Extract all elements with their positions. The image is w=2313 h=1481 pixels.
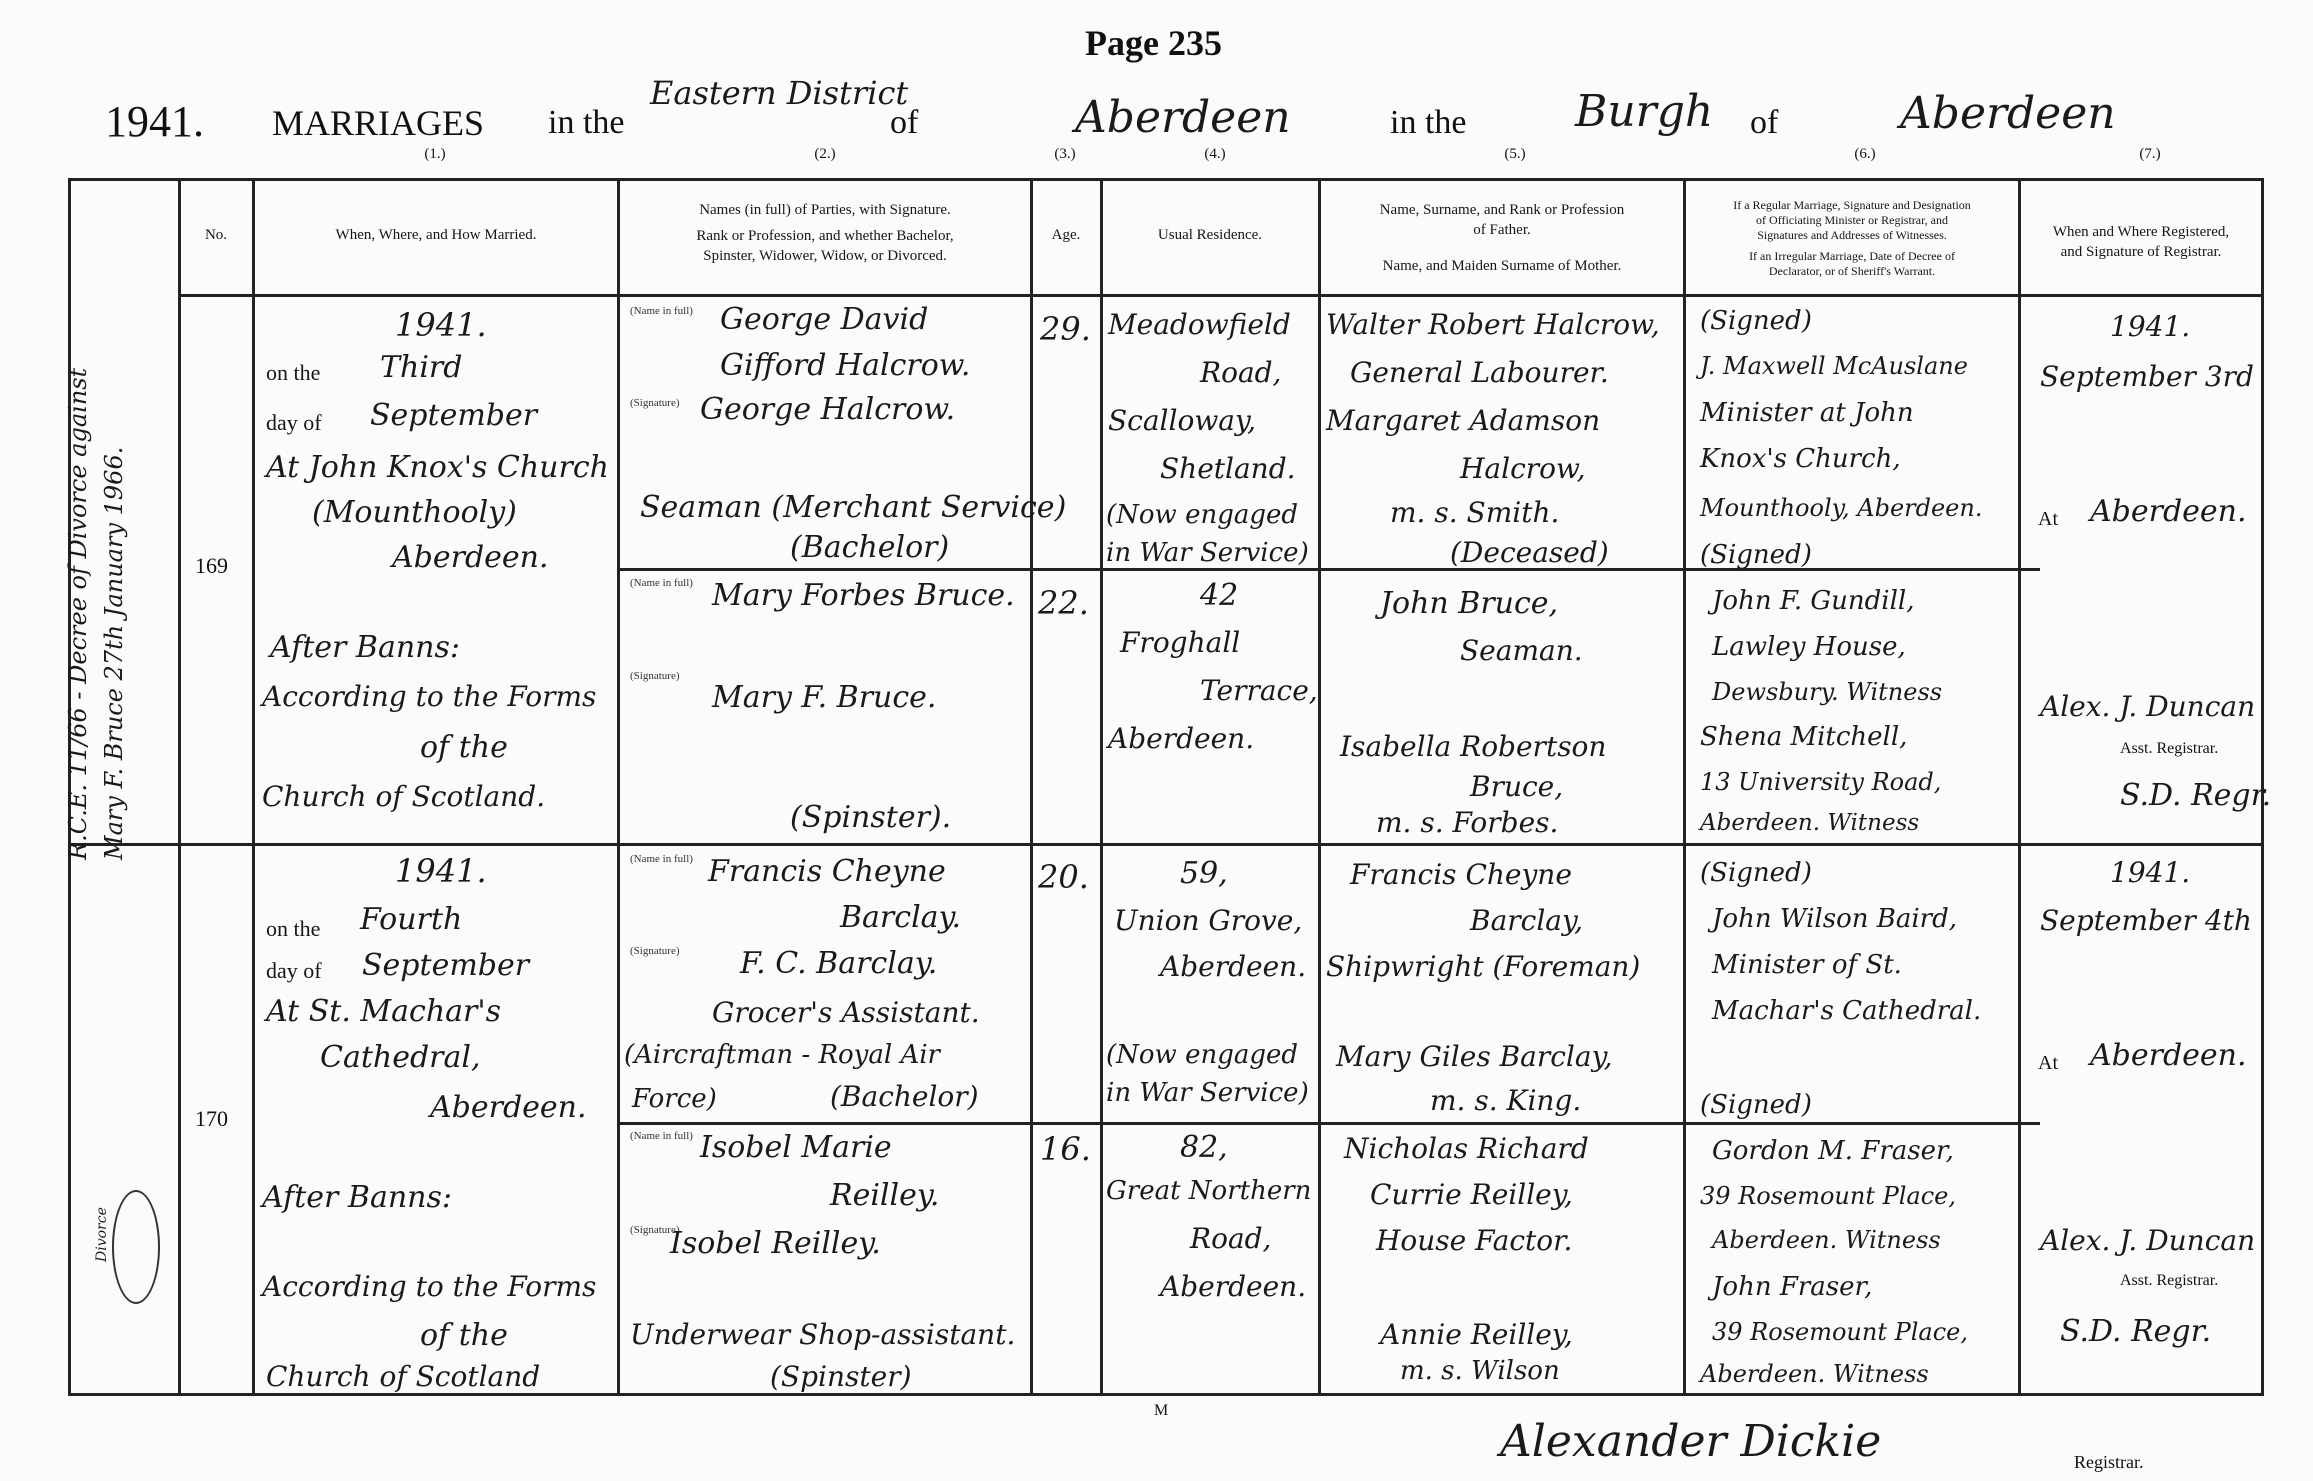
- header-minister-witnesses: [1687, 198, 2017, 279]
- c6-line: 39 Rosemount Place,: [1712, 1318, 1969, 1346]
- marriage-year: 1941.: [395, 852, 487, 890]
- bride-mother-line1: Annie Reilley,: [1380, 1318, 1573, 1351]
- column-number-6: (6.): [1854, 146, 1876, 162]
- marriage-how-line1: After Banns:: [262, 1180, 453, 1215]
- header-parents: [1322, 200, 1682, 276]
- groom-age: 29.: [1040, 310, 1091, 348]
- bride-signature: Mary F. Bruce.: [712, 680, 937, 715]
- header-names: [621, 200, 1029, 266]
- marriage-place-line3: Aberdeen.: [392, 540, 549, 575]
- c6-line: Machar's Cathedral.: [1712, 996, 1982, 1026]
- bride-father-name: John Bruce,: [1380, 586, 1559, 621]
- column-number-1: (1.): [424, 146, 446, 162]
- entry-number: 169: [195, 553, 228, 578]
- c6-line: 13 University Road,: [1700, 768, 1942, 796]
- c6-line: Aberdeen. Witness: [1700, 810, 1920, 836]
- bride-name-line2: Reilley.: [830, 1178, 940, 1213]
- bride-residence-line4: Aberdeen.: [1160, 1270, 1307, 1303]
- footer-mark: M: [1154, 1402, 1169, 1419]
- page-number: Page 235: [1085, 23, 1222, 63]
- groom-father-line1: Francis Cheyne: [1350, 858, 1572, 891]
- bride-father-line1: Nicholas Richard: [1344, 1132, 1589, 1165]
- groom-mother-line1: Mary Giles Barclay,: [1336, 1040, 1613, 1073]
- c6-line: Shena Mitchell,: [1700, 722, 1908, 752]
- registrar-signature: Alex. J. Duncan: [2040, 1224, 2256, 1257]
- registration-year: 1941.: [2110, 856, 2191, 889]
- header-c6-line1: If a Regular Marriage, Signature and Designation: [1733, 198, 1971, 212]
- header-residence: Usual Residence.: [1157, 227, 1263, 243]
- bride-residence-line1: 42: [1200, 578, 1239, 613]
- marriage-how-line4: Church of Scotland.: [262, 780, 546, 813]
- bride-residence-line2: Froghall: [1120, 626, 1241, 659]
- registration-place: Aberdeen.: [2090, 494, 2247, 529]
- c6-line: Gordon M. Fraser,: [1712, 1136, 1954, 1166]
- header-names-line3: Spinster, Widower, Widow, or Divorced.: [703, 248, 947, 264]
- margin-note-line1: R.C.E. 11/66 - Decree of Divorce against: [64, 367, 92, 860]
- registrar-designation: S.D. Regr.: [2120, 778, 2272, 813]
- registration-place: Aberdeen.: [2090, 1038, 2247, 1073]
- day-of-label: day of: [266, 958, 322, 983]
- in-the-label: in the: [548, 104, 625, 141]
- header-names-line2: Rank or Profession, and whether Bachelor,: [696, 228, 954, 244]
- header-no: No.: [204, 227, 228, 243]
- bride-residence-line3: Terrace,: [1200, 674, 1318, 707]
- bride-residence-line3: Road,: [1190, 1222, 1272, 1255]
- groom-father-name: Walter Robert Halcrow,: [1326, 308, 1660, 341]
- on-the-label: on the: [266, 916, 321, 941]
- c6-line: Aberdeen. Witness: [1712, 1226, 1941, 1254]
- registrar-signature: Alex. J. Duncan: [2040, 690, 2256, 723]
- groom-residence-line2: Road,: [1200, 356, 1282, 389]
- marriage-day: Fourth: [360, 902, 463, 937]
- signature-label: (Signature): [630, 397, 680, 409]
- day-of-label: day of: [266, 410, 322, 435]
- c6-line: (Signed): [1700, 540, 1812, 570]
- groom-status: (Bachelor): [790, 530, 950, 565]
- header-c6-line3: Signatures and Addresses of Witnesses.: [1757, 228, 1947, 242]
- marriage-place-line1: At John Knox's Church: [266, 450, 609, 485]
- on-the-label: on the: [266, 360, 321, 385]
- of-label: of: [890, 104, 919, 141]
- bride-mother-line2: Bruce,: [1470, 770, 1564, 803]
- column-number-3: (3.): [1054, 146, 1076, 162]
- district-name: Eastern District: [650, 74, 909, 112]
- groom-father-rank: General Labourer.: [1350, 356, 1609, 389]
- marriage-place-line2: Cathedral,: [320, 1040, 481, 1075]
- name-in-full-label: (Name in full): [630, 577, 693, 589]
- groom-residence-line5: (Now engaged: [1106, 500, 1299, 530]
- header-parents-line2: of Father.: [1473, 222, 1531, 238]
- registration-date: September 4th: [2040, 904, 2252, 937]
- groom-residence-line1: Meadowfield: [1108, 308, 1291, 341]
- entry-number: 170: [195, 1106, 228, 1131]
- groom-name-line1: Francis Cheyne: [708, 854, 946, 889]
- c6-line: Aberdeen. Witness: [1700, 1360, 1929, 1388]
- bride-mother-line3: m. s. Forbes.: [1376, 806, 1559, 839]
- column-number-4: (4.): [1204, 146, 1226, 162]
- groom-residence-line4: Shetland.: [1160, 452, 1296, 485]
- header-c6-line4: If an Irregular Marriage, Date of Decree of: [1749, 249, 1955, 263]
- name-in-full-label: (Name in full): [630, 853, 693, 865]
- groom-residence-line5: in War Service): [1106, 1078, 1309, 1108]
- bride-residence-line1: 82,: [1180, 1130, 1228, 1165]
- groom-mother-line4: (Deceased): [1450, 536, 1609, 569]
- burgh-label: Burgh: [1575, 86, 1714, 137]
- c6-line: John F. Gundill,: [1712, 586, 1915, 616]
- registration-year: 1941.: [2110, 310, 2191, 343]
- register-year: 1941.: [105, 97, 204, 146]
- header-c7-line1: When and Where Registered,: [2052, 224, 2230, 240]
- groom-rank-line2: (Aircraftman - Royal Air: [624, 1040, 940, 1070]
- marriage-place-line2: (Mounthooly): [312, 495, 517, 530]
- bride-residence-line4: Aberdeen.: [1108, 722, 1255, 755]
- marriage-day: Third: [380, 350, 463, 385]
- register-title: MARRIAGES: [272, 103, 485, 143]
- bride-signature: Isobel Reilley.: [670, 1226, 881, 1261]
- c6-line: Minister at John: [1700, 398, 1914, 428]
- bride-father-rank: Seaman.: [1460, 634, 1583, 667]
- marriage-place-line3: Aberdeen.: [430, 1090, 587, 1125]
- bride-age: 16.: [1040, 1130, 1091, 1168]
- bride-father-line2: Currie Reilley,: [1370, 1178, 1573, 1211]
- groom-residence-line6: in War Service): [1106, 538, 1309, 568]
- c6-line: (Signed): [1700, 1090, 1812, 1120]
- groom-name-line1: George David: [720, 302, 929, 337]
- bride-age: 22.: [1038, 584, 1089, 622]
- c6-line: Lawley House,: [1712, 632, 1906, 662]
- groom-residence-line3: Aberdeen.: [1160, 950, 1307, 983]
- column-number-5: (5.): [1504, 146, 1526, 162]
- groom-age: 20.: [1038, 858, 1089, 896]
- burgh-place: Aberdeen: [1900, 88, 2116, 139]
- signature-label: (Signature): [630, 670, 680, 682]
- registration-at-label: At: [2038, 508, 2058, 530]
- bride-name: Mary Forbes Bruce.: [712, 578, 1015, 613]
- header-parents-line1: Name, Surname, and Rank or Profession: [1379, 202, 1625, 218]
- name-in-full-label: (Name in full): [630, 1130, 693, 1142]
- header-names-line1: Names (in full) of Parties, with Signature.: [699, 202, 951, 218]
- registration-date: September 3rd: [2040, 360, 2254, 393]
- margin-divorce-note: [60, 368, 132, 860]
- groom-residence-line1: 59,: [1180, 856, 1228, 891]
- groom-residence-line4: (Now engaged: [1106, 1040, 1299, 1070]
- groom-father-line2: Barclay,: [1470, 904, 1583, 937]
- groom-mother-line3: m. s. Smith.: [1390, 496, 1560, 529]
- asst-registrar-label: Asst. Registrar.: [2120, 740, 2219, 757]
- marriage-month: September: [362, 948, 530, 983]
- groom-rank-line1: Grocer's Assistant.: [712, 996, 980, 1029]
- groom-residence-line3: Scalloway,: [1108, 404, 1256, 437]
- groom-mother-line2: m. s. King.: [1430, 1084, 1582, 1117]
- groom-residence-line2: Union Grove,: [1114, 904, 1303, 937]
- column-number-2: (2.): [814, 146, 836, 162]
- header-age: Age.: [1051, 227, 1081, 243]
- c6-line: John Wilson Baird,: [1712, 904, 1957, 934]
- groom-signature: F. C. Barclay.: [740, 946, 938, 981]
- name-in-full-label: (Name in full): [630, 305, 693, 317]
- header-when-where-how: When, Where, and How Married.: [335, 227, 537, 243]
- marriage-how-line1: After Banns:: [270, 630, 461, 665]
- marriage-how-line3: of the: [420, 1318, 508, 1353]
- groom-signature: George Halcrow.: [700, 392, 956, 427]
- groom-mother-line1: Margaret Adamson: [1326, 404, 1601, 437]
- groom-name-line2: Barclay.: [840, 900, 962, 935]
- groom-rank: Seaman (Merchant Service): [640, 490, 1067, 525]
- of-label-2: of: [1750, 104, 1779, 141]
- c6-line: (Signed): [1700, 306, 1812, 336]
- divorce-stamp: [94, 1190, 160, 1304]
- c6-line: John Fraser,: [1712, 1272, 1873, 1302]
- signature-label: (Signature): [630, 945, 680, 957]
- c6-line: Mounthooly, Aberdeen.: [1700, 494, 1983, 522]
- groom-rank-line3: Force): [632, 1084, 717, 1114]
- bride-mother-line2: m. s. Wilson: [1400, 1356, 1560, 1386]
- registration-at-label: At: [2038, 1052, 2058, 1074]
- registrar-footer-label: Registrar.: [2074, 1452, 2144, 1472]
- marriage-how-line2: According to the Forms: [262, 680, 597, 713]
- c6-line: 39 Rosemount Place,: [1700, 1182, 1957, 1210]
- registrar-footer-signature: Alexander Dickie: [1500, 1416, 1882, 1467]
- bride-residence-line2: Great Northern: [1106, 1176, 1312, 1206]
- asst-registrar-label: Asst. Registrar.: [2120, 1272, 2219, 1289]
- c6-line: J. Maxwell McAuslane: [1700, 352, 1968, 380]
- c6-line: Knox's Church,: [1700, 444, 1901, 474]
- marriage-how-line2: According to the Forms: [262, 1270, 597, 1303]
- c6-line: (Signed): [1700, 858, 1812, 888]
- bride-name-line1: Isobel Marie: [700, 1130, 892, 1165]
- marriage-month: September: [370, 398, 538, 433]
- column-number-7: (7.): [2139, 146, 2161, 162]
- marriage-how-line4: Church of Scotland: [266, 1360, 541, 1393]
- divorce-stamp-text: Divorce: [94, 1207, 110, 1262]
- header-c6-line2: of Officiating Minister or Registrar, and: [1756, 213, 1948, 227]
- in-the-label-2: in the: [1390, 104, 1467, 141]
- marriage-place-line1: At St. Machar's: [266, 994, 502, 1029]
- bride-mother-line1: Isabella Robertson: [1340, 730, 1607, 763]
- marriage-how-line3: of the: [420, 730, 508, 765]
- registrar-designation: S.D. Regr.: [2060, 1314, 2212, 1349]
- groom-mother-line2: Halcrow,: [1460, 452, 1586, 485]
- header-registered: [2022, 222, 2260, 262]
- groom-father-line3: Shipwright (Foreman): [1326, 950, 1641, 983]
- c6-line: Minister of St.: [1712, 950, 1902, 980]
- margin-note-line2: Mary F. Bruce 27th January 1966.: [100, 446, 128, 860]
- bride-status: (Spinster).: [790, 800, 952, 835]
- groom-name-line2: Gifford Halcrow.: [720, 348, 971, 383]
- bride-father-line3: House Factor.: [1376, 1224, 1573, 1257]
- c6-line: Dewsbury. Witness: [1712, 678, 1943, 706]
- bride-status: (Spinster): [770, 1360, 912, 1393]
- bride-rank: Underwear Shop-assistant.: [630, 1318, 1016, 1351]
- header-c7-line2: and Signature of Registrar.: [2060, 244, 2222, 260]
- marriage-year: 1941.: [395, 306, 487, 344]
- header-c6-line5: Declarator, or of Sheriff's Warrant.: [1768, 264, 1936, 278]
- district-place: Aberdeen: [1075, 92, 1291, 143]
- header-parents-line3: Name, and Maiden Surname of Mother.: [1382, 258, 1622, 274]
- signature-label: (Signature): [630, 1224, 680, 1236]
- groom-status: (Bachelor): [830, 1080, 979, 1113]
